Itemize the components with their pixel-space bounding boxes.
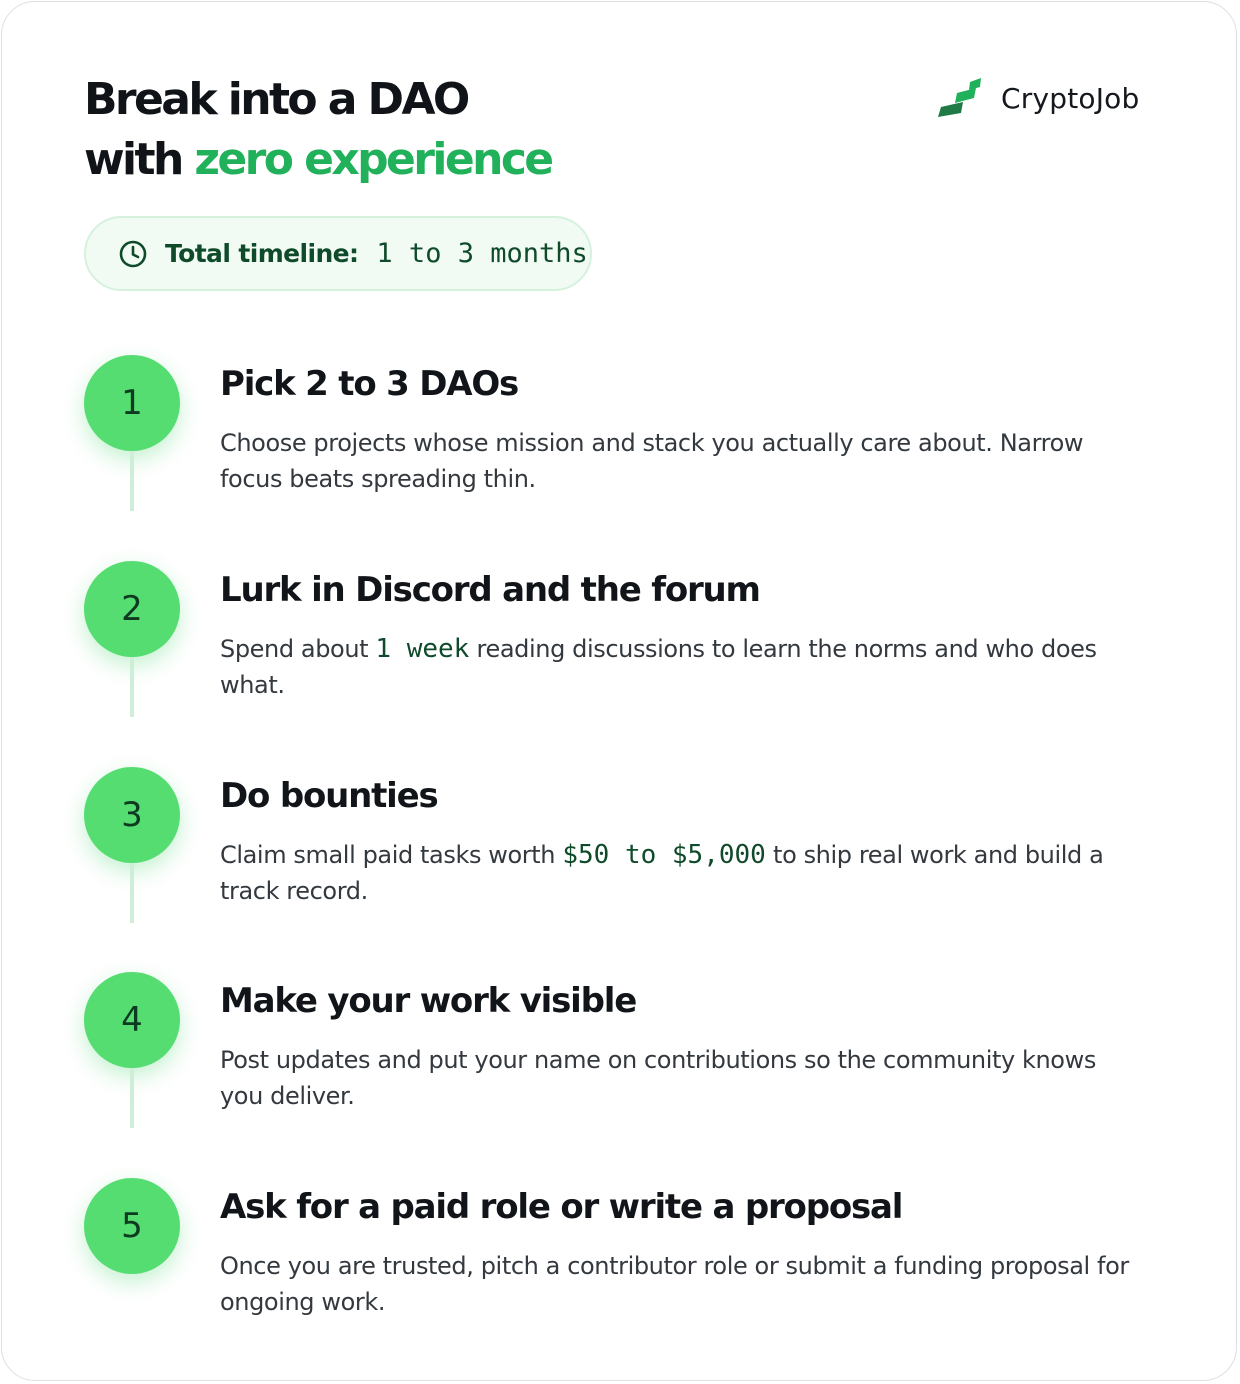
step-description: Post updates and put your name on contributions so the community knows you deliver. bbox=[220, 1046, 1096, 1110]
step-description-text: to ship real work and build a track record. bbox=[220, 841, 1104, 905]
timeline-label: Total timeline: bbox=[165, 239, 359, 268]
step-title: Make your work visible bbox=[220, 981, 637, 1021]
timeline-badge bbox=[84, 216, 592, 291]
step-title: Lurk in Discord and the forum bbox=[220, 570, 760, 610]
title-line-2-prefix: with bbox=[84, 134, 195, 185]
timeline-value: 1 to 3 months bbox=[376, 238, 588, 269]
title-line-2-accent: zero experience bbox=[194, 134, 552, 185]
step-description-text: Claim small paid tasks worth bbox=[220, 841, 563, 869]
step-description-text: reading discussions to learn the norms and who does what. bbox=[220, 635, 1097, 699]
brand-name: CryptoJob bbox=[1001, 81, 1140, 115]
cryptojob-logo-icon bbox=[936, 76, 986, 120]
step-description: Choose projects whose mission and stack you actually care about. Narrow focus beats spreading thin. bbox=[220, 429, 1084, 493]
step-connector bbox=[130, 863, 134, 923]
step-title: Ask for a paid role or write a proposal bbox=[220, 1187, 903, 1227]
step-number: 1 bbox=[84, 355, 180, 451]
step-number: 4 bbox=[84, 972, 180, 1068]
step-highlight: $50 to $5,000 bbox=[562, 840, 766, 870]
infographic-card bbox=[1, 1, 1237, 1381]
step-title: Do bounties bbox=[220, 776, 438, 816]
step-description bbox=[220, 837, 1140, 909]
brand bbox=[936, 76, 1139, 120]
step-description-text: Spend about bbox=[220, 635, 376, 663]
step-connector bbox=[130, 451, 134, 511]
step-highlight: 1 week bbox=[375, 634, 470, 664]
title-line-1: Break into a DAO bbox=[84, 74, 468, 125]
step-connector bbox=[130, 657, 134, 717]
step-number: 5 bbox=[84, 1178, 180, 1274]
step-connector bbox=[130, 1068, 134, 1128]
step-number: 2 bbox=[84, 561, 180, 657]
page-title bbox=[84, 70, 552, 190]
step-description bbox=[220, 631, 1140, 703]
step-description: Once you are trusted, pitch a contributor role or submit a funding proposal for ongoing work. bbox=[220, 1252, 1129, 1316]
step-title: Pick 2 to 3 DAOs bbox=[220, 364, 519, 404]
clock-icon bbox=[118, 239, 148, 269]
step-number: 3 bbox=[84, 767, 180, 863]
